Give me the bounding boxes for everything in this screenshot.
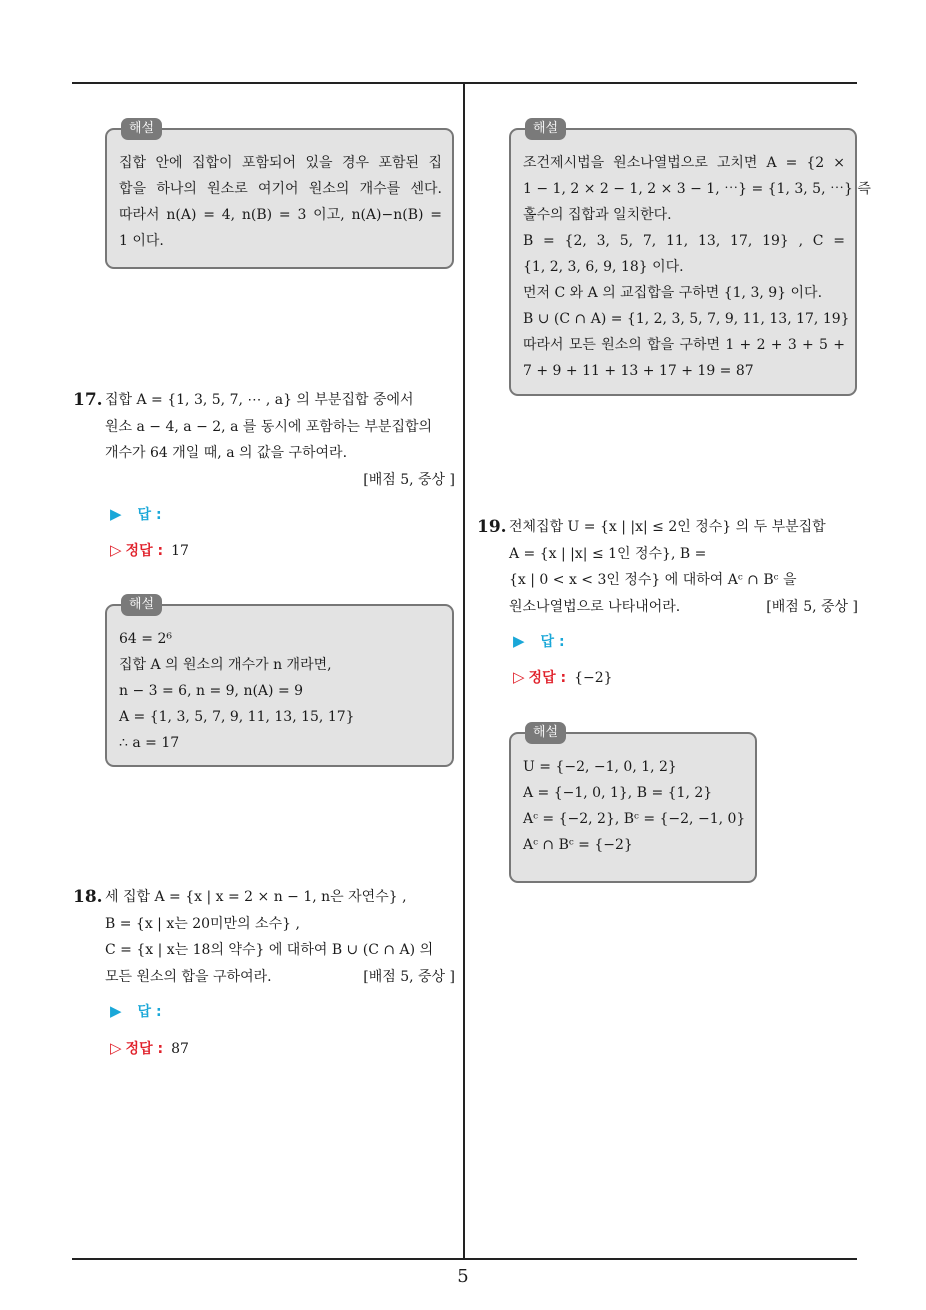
explanation-line: 64 = 2⁶ — [119, 631, 172, 647]
explanation-line: {1, 2, 3, 6, 9, 18} 이다. — [523, 259, 684, 275]
explanation-line: 1 이다. — [119, 233, 164, 249]
correct-answer-value: {−2} — [574, 670, 613, 686]
bottom-rule — [72, 1258, 857, 1260]
question-18 — [73, 884, 455, 990]
correct-answer-label: 정답 : — [125, 543, 164, 559]
score-label: [배점 5, 중상 ] — [766, 598, 858, 615]
answer-row-18 — [110, 1001, 162, 1021]
answer-label: 답 : — [137, 507, 162, 523]
question-line: 집합 A = {1, 3, 5, 7, ⋯ , a} 의 부분집합 중에서 — [105, 392, 414, 408]
page-number: 5 — [457, 1266, 469, 1287]
explanation-line: 먼저 C 와 A 의 교집합을 구하면 {1, 3, 9} 이다. — [523, 285, 823, 301]
question-number: 17. — [73, 390, 103, 410]
explanation-box-17 — [105, 597, 454, 767]
explanation-box-16 — [105, 121, 454, 269]
explanation-line: A = {−1, 0, 1}, B = {1, 2} — [523, 785, 713, 801]
explanation-line: 조건제시법을 원소나열법으로 고치면 A = {2 × — [523, 155, 845, 171]
correct-answer-label: 정답 : — [528, 670, 567, 686]
question-line: 전체집합 U = {x | |x| ≤ 2인 정수} 의 두 부분집합 — [509, 519, 826, 535]
explanation-tag: 해설 — [121, 118, 162, 140]
explanation-tag: 해설 — [525, 722, 566, 744]
explanation-line: 집합 A 의 원소의 개수가 n 개라면, — [119, 657, 332, 673]
explanation-line: U = {−2, −1, 0, 1, 2} — [523, 759, 677, 775]
outline-triangle-icon: ▷ — [110, 1039, 122, 1057]
answer-triangle-icon: ▶ — [110, 505, 122, 523]
score-label: [배점 5, 중상 ] — [363, 968, 455, 985]
question-line: A = {x | |x| ≤ 1인 정수}, B = — [509, 545, 707, 562]
correct-answer-row-18 — [110, 1038, 189, 1058]
question-line: 개수가 64 개일 때, a 의 값을 구하여라. — [105, 445, 348, 461]
question-line: 세 집합 A = {x | x = 2 × n − 1, n은 자연수} , — [105, 889, 407, 905]
explanation-line: 합을 하나의 원소로 여기어 원소의 개수를 센다. — [119, 181, 442, 197]
explanation-line: 1 − 1, 2 × 2 − 1, 2 × 3 − 1, ⋯} = {1, 3, 5, ⋯} 즉 — [523, 181, 871, 197]
explanation-line: B = {2, 3, 5, 7, 11, 13, 17, 19} , C = — [523, 233, 845, 249]
explanation-line: n − 3 = 6, n = 9, n(A) = 9 — [119, 683, 304, 699]
explanation-tag: 해설 — [525, 118, 566, 140]
question-last-row — [105, 964, 455, 991]
explanation-line: 홀수의 집합과 일치한다. — [523, 207, 672, 223]
question-number: 19. — [477, 517, 507, 537]
explanation-line: Aᶜ = {−2, 2}, Bᶜ = {−2, −1, 0} — [523, 811, 746, 827]
explanation-line: Aᶜ ∩ Bᶜ = {−2} — [523, 837, 633, 853]
question-line: B = {x | x는 20미만의 소수} , — [105, 915, 300, 932]
question-line: 모든 원소의 합을 구하여라. — [105, 968, 272, 985]
outline-triangle-icon: ▷ — [110, 541, 122, 559]
explanation-line: A = {1, 3, 5, 7, 9, 11, 13, 15, 17} — [119, 709, 355, 725]
score-label: [배점 5, 중상 ] — [363, 471, 455, 488]
correct-answer-value: 17 — [171, 543, 189, 559]
correct-answer-row-17 — [110, 540, 189, 560]
correct-answer-label: 정답 : — [125, 1041, 164, 1057]
answer-triangle-icon: ▶ — [513, 632, 525, 650]
correct-answer-row-19 — [513, 667, 613, 687]
question-line: 원소 a − 4, a − 2, a 를 동시에 포함하는 부분집합의 — [105, 418, 433, 435]
question-line: {x | 0 < x < 3인 정수} 에 대하여 Aᶜ ∩ Bᶜ 을 — [509, 572, 797, 588]
explanation-line: B ∪ (C ∩ A) = {1, 2, 3, 5, 7, 9, 11, 13, 17, 19} — [523, 311, 850, 327]
explanation-line: 집합 안에 집합이 포함되어 있을 경우 포함된 집 — [119, 155, 442, 171]
question-last-row — [509, 594, 858, 621]
explanation-tag: 해설 — [121, 594, 162, 616]
question-19 — [477, 514, 858, 620]
outline-triangle-icon: ▷ — [513, 668, 525, 686]
answer-row-19 — [513, 631, 565, 651]
explanation-line: 따라서 n(A) = 4, n(B) = 3 이고, n(A)−n(B) = — [119, 207, 442, 223]
question-17 — [73, 387, 455, 493]
top-rule — [72, 82, 857, 84]
question-line: 원소나열법으로 나타내어라. — [509, 598, 681, 615]
answer-label: 답 : — [137, 1004, 162, 1020]
explanation-line: 7 + 9 + 11 + 13 + 17 + 19 = 87 — [523, 363, 754, 379]
answer-label: 답 : — [540, 634, 565, 650]
answer-row-17 — [110, 504, 162, 524]
explanation-box-18 — [509, 121, 871, 396]
question-number: 18. — [73, 887, 103, 907]
question-line: C = {x | x는 18의 약수} 에 대하여 B ∪ (C ∩ A) 의 — [105, 942, 434, 958]
column-divider — [463, 83, 465, 1259]
correct-answer-value: 87 — [171, 1041, 189, 1057]
explanation-box-19 — [509, 725, 757, 883]
explanation-line: ∴ a = 17 — [119, 735, 180, 751]
explanation-line: 따라서 모든 원소의 합을 구하면 1 + 2 + 3 + 5 + — [523, 337, 845, 353]
answer-triangle-icon: ▶ — [110, 1002, 122, 1020]
